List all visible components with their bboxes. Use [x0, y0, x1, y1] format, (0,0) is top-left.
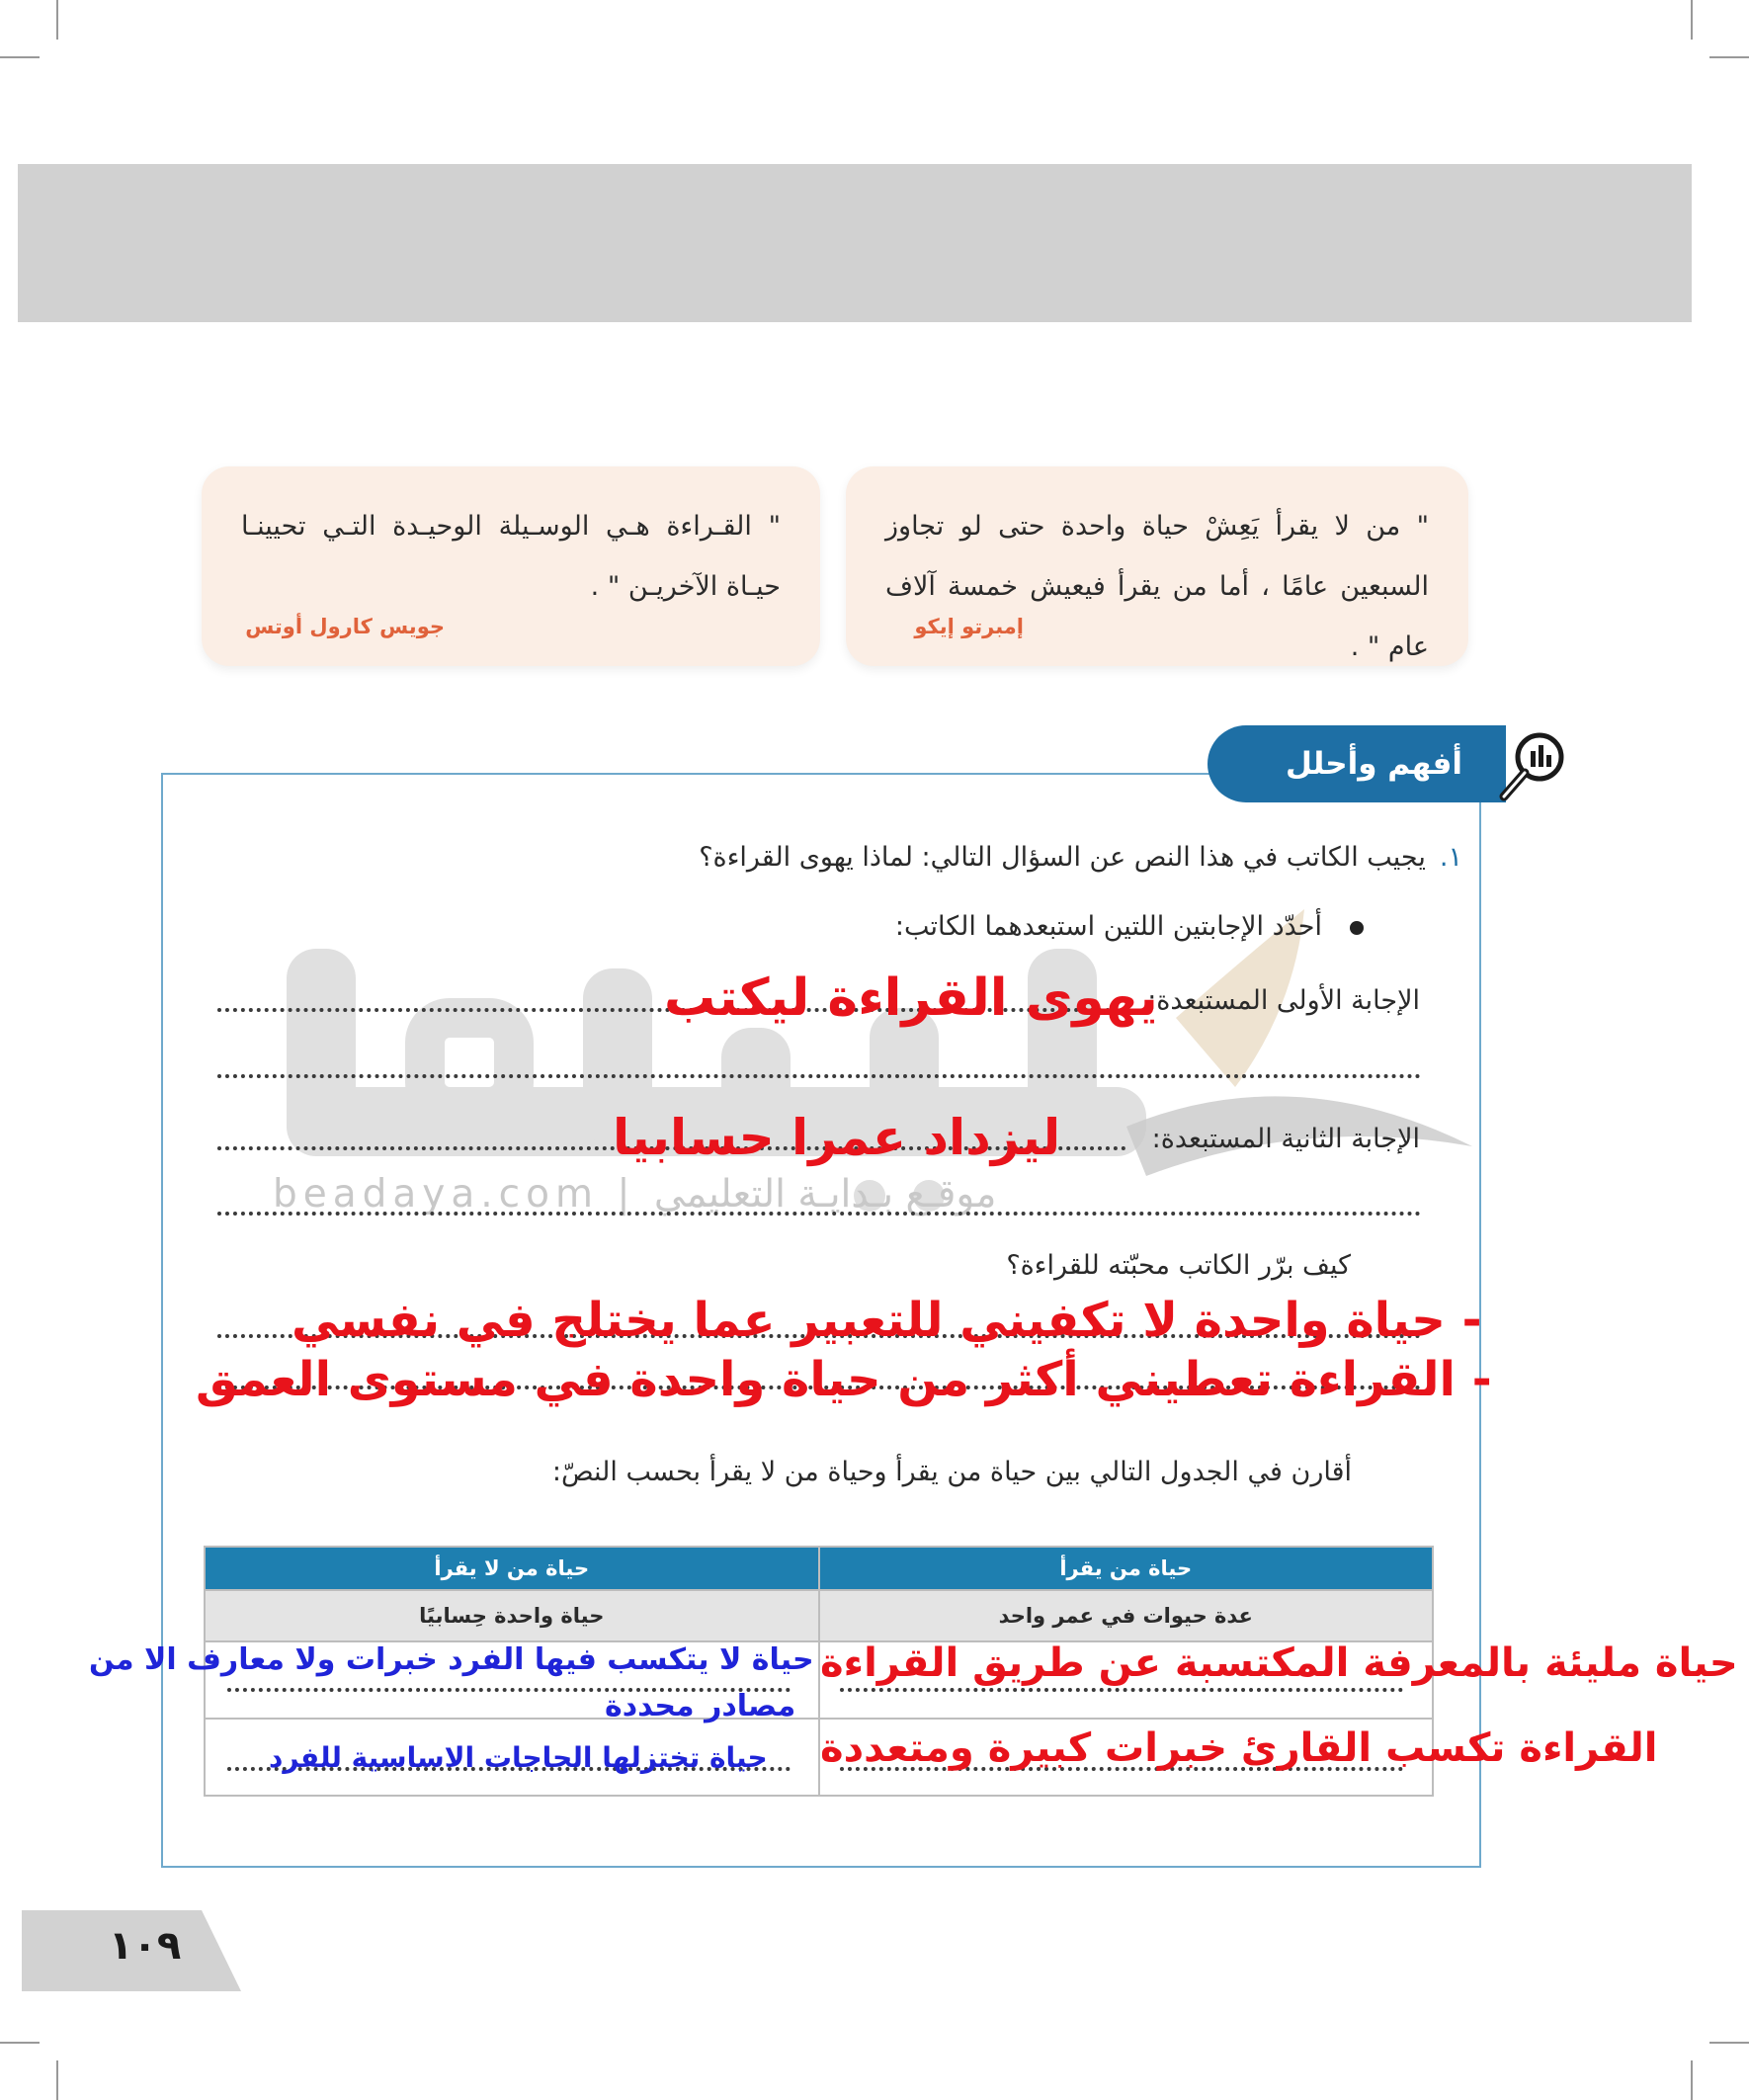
crop-mark: [0, 56, 40, 58]
magnifier-chart-icon: [1492, 727, 1573, 808]
quote-card-oates: [202, 466, 820, 666]
header-non-reader: حياة من لا يقرأ: [205, 1547, 819, 1590]
sub-bullet: [895, 911, 1364, 942]
question-text: يجيب الكاتب في هذا النص عن السؤال التالي: لماذا يهوى القراءة؟: [699, 842, 1426, 873]
crop-mark: [56, 2060, 58, 2100]
header-band: [18, 164, 1692, 322]
section-heading-tab: [1208, 725, 1506, 802]
answer-line[interactable]: [217, 1212, 1421, 1216]
quote-card-eco: [846, 466, 1468, 666]
answer-line[interactable]: [217, 1074, 1421, 1078]
handwritten-justify-2: - القراءة تعطيني أكثر من حياة واحدة في مستوى العمق: [196, 1352, 1492, 1407]
crop-mark: [56, 0, 58, 40]
handwritten-answer-second: ليزداد عمرا حسابيا: [613, 1109, 1061, 1166]
sub-bullet-text: أحدّد الإجابتين اللتين استبعدهما الكاتب:: [894, 911, 1322, 942]
cell-non-reader: حياة واحدة حِسابيًا: [205, 1590, 819, 1641]
second-answer-label: الإجابة الثانية المستبعدة:: [1151, 1124, 1420, 1154]
compare-question: أقارن في الجدول التالي بين حياة من يقرأ وحياة من لا يقرأ بحسب النصّ:: [551, 1457, 1352, 1487]
answer-line[interactable]: [840, 1688, 1403, 1692]
crop-mark: [0, 2042, 40, 2044]
quote-author: إمبرتو إيكو: [914, 615, 1024, 638]
cell-reader: عدة حيوات في عمر واحد: [819, 1590, 1434, 1641]
handwritten-reader-1: حياة مليئة بالمعرفة المكتسبة عن طريق القراءة: [820, 1640, 1738, 1686]
section-title: أفهم وأحلل: [1285, 746, 1462, 782]
crop-mark: [1709, 56, 1749, 58]
handwritten-nonreader-1b: مصادر محددة: [605, 1689, 796, 1723]
quote-text: " القـراءة هـي الوسـيلة الوحيـدة التـي تحيينـا حيـاة الآخريـن " .: [241, 511, 781, 602]
table-header-row: [205, 1547, 1433, 1590]
first-answer-label: الإجابة الأولى المستبعدة:: [1147, 985, 1420, 1016]
handwritten-nonreader-1a: حياة لا يتكسب فيها الفرد خبرات ولا معارف الا من: [89, 1642, 814, 1677]
handwritten-reader-2: القراءة تكسب القارئ خبرات كبيرة ومتعددة: [820, 1725, 1658, 1771]
header-reader: حياة من يقرأ: [819, 1547, 1434, 1590]
quote-text: " من لا يقرأ يَعِشْ حياة واحدة حتى لو تجاوز السبعين عامًا ، أما من يقرأ فيعيش خمسة آلاف عام " .: [885, 511, 1429, 662]
question-1: [699, 842, 1462, 873]
page-number: ١٠٩: [109, 1923, 182, 1969]
crop-mark: [1691, 2060, 1693, 2100]
handwritten-justify-1: - حياة واحدة لا تكفيني للتعبير عما يختلج في نفسي: [292, 1293, 1482, 1348]
table-row: [205, 1590, 1433, 1641]
question-number: ١.: [1439, 842, 1462, 873]
handwritten-answer-first: يهوى القراءة ليكتب: [664, 968, 1158, 1028]
quote-author: جويس كارول أوتس: [245, 615, 445, 638]
handwritten-nonreader-2: حياة تختزلها الحاجات الاساسية للفرد: [269, 1741, 768, 1774]
justify-question: كيف برّر الكاتب محبّته للقراءة؟: [1006, 1250, 1351, 1281]
crop-mark: [1691, 0, 1693, 40]
crop-mark: [1709, 2042, 1749, 2044]
watermark-text: beadaya.com | موقـع بـدايـة التعليمي: [273, 1172, 997, 1217]
bullet-icon: [1350, 921, 1364, 935]
